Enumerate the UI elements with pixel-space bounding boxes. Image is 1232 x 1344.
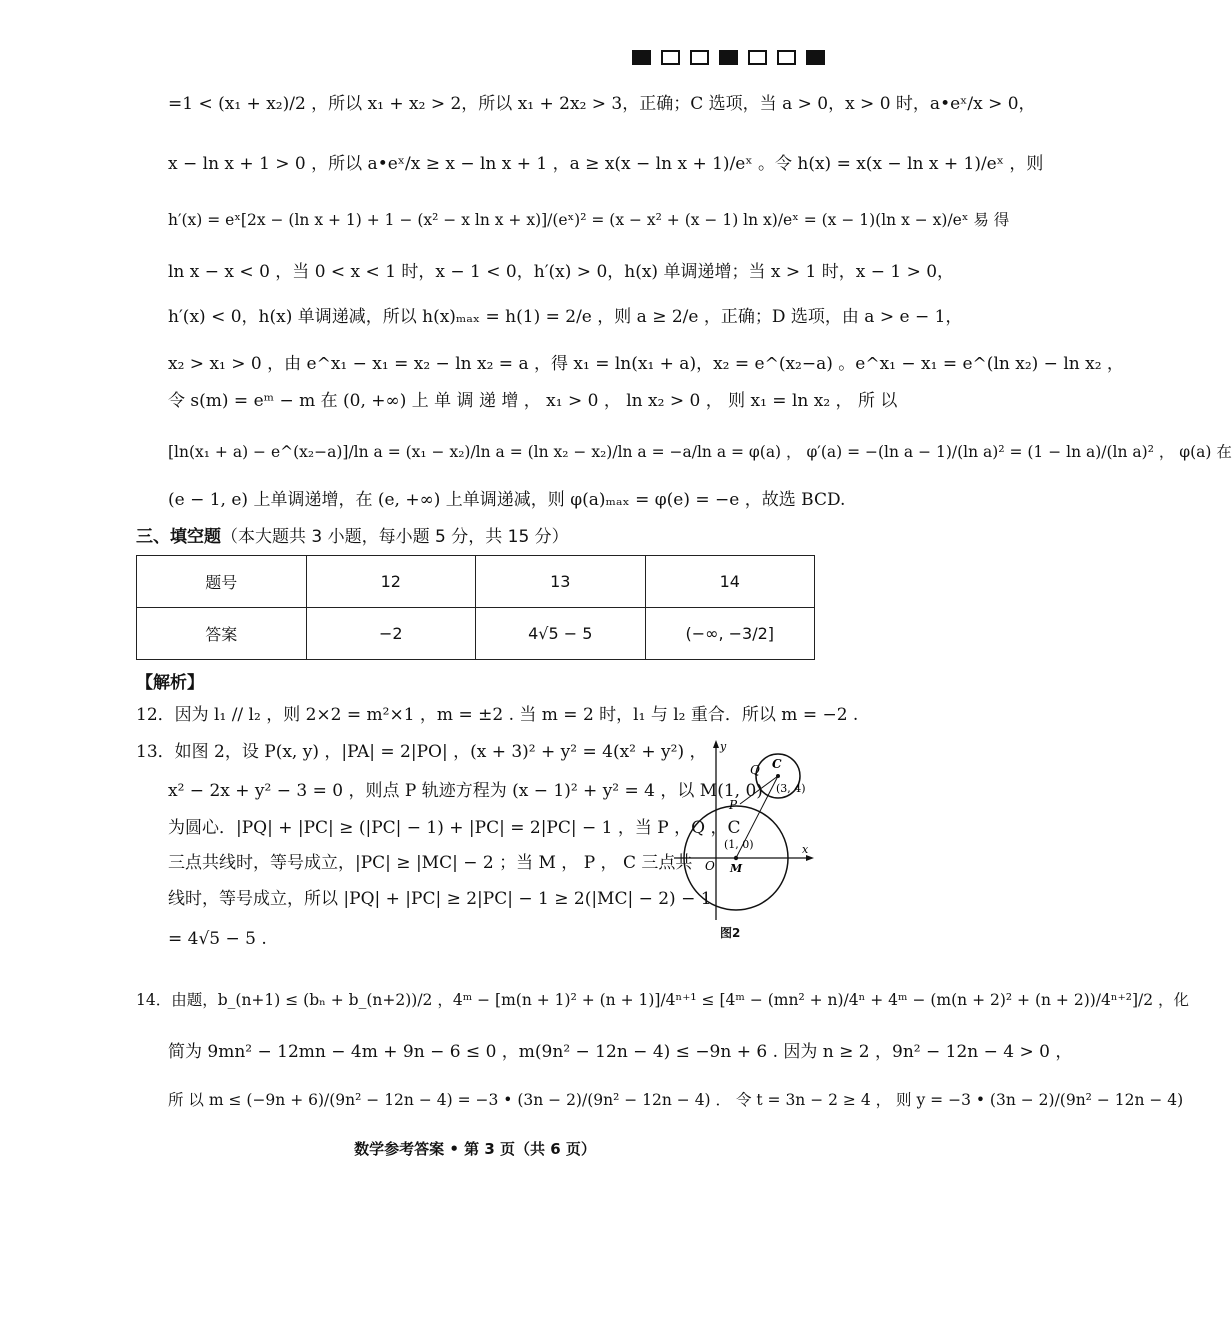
table-cell: 12 [306, 556, 476, 608]
point-c-label: C [772, 757, 782, 771]
section-heading: 三、填空题 [136, 527, 221, 547]
section-note: （本大题共 3 小题，每小题 5 分，共 15 分） [221, 527, 569, 547]
solution-line: ln x − x < 0 ，当 0 < x < 1 时，x − 1 < 0，h′(x) > 0，h(x) 单调递增；当 x > 1 时，x − 1 > 0， [168, 262, 955, 282]
question-14-line: 所 以 m ≤ (−9n + 6)/(9n² − 12n − 4) = −3 • (3n − 2)/(9n² − 12n − 4) ． 令 t = 3n − 2 ≥ 4 ， 则 y = −3 • (3n − 2)/(9n² − 12n − 4) [168, 1091, 1184, 1109]
solution-line: x₂ > x₁ > 0 ，由 e^x₁ − x₁ = x₂ − ln x₂ = a ，得 x₁ = ln(x₁ + a)，x₂ = e^(x₂−a) 。e^x₁ − x₁ = e^(ln x₂) − ln x₂ ， [168, 354, 1124, 374]
answer-table [136, 555, 815, 660]
question-13-line: 13．如图 2，设 P(x, y) ，|PA| = 2|PO| ，(x + 3)² + y² = 4(x² + y²) ， [136, 742, 707, 762]
point-q-label: Q [750, 763, 760, 777]
table-cell: 4√5 − 5 [476, 608, 646, 660]
analysis-heading: 【解析】 [136, 673, 204, 693]
solution-line: (e − 1, e) 上单调递增，在 (e, +∞) 上单调递减，则 φ(a)ₘₐₓ = φ(e) = −e ，故选 BCD. [168, 490, 846, 510]
page-footer: 数学参考答案 • 第 3 页（共 6 页） [354, 1140, 596, 1158]
solution-line: h′(x) < 0，h(x) 单调递减，所以 h(x)ₘₐₓ = h(1) = 2/e ，则 a ≥ 2/e ，正确；D 选项，由 a > e − 1， [168, 307, 963, 327]
center-coords-label: (1, 0) [724, 838, 754, 851]
question-12-solution: 12．因为 l₁ // l₂ ，则 2×2 = m²×1 ，m = ±2 . 当 m = 2 时，l₁ 与 l₂ 重合．所以 m = −2 . [136, 705, 859, 725]
y-axis-arrow-icon [713, 740, 719, 748]
origin-label: O [705, 859, 715, 873]
question-13-line: 三点共线时，等号成立，|PC| ≥ |MC| − 2 ；当 M ， P ， C 三点共 [168, 853, 693, 873]
table-cell: 答案 [137, 608, 307, 660]
question-14-line: 14．由题，b_(n+1) ≤ (bₙ + b_(n+2))/2 ，4ᵐ − [m(n + 1)² + (n + 1)]/4ⁿ⁺¹ ≤ [4ᵐ − (mn² + n)/4ⁿ + 4ᵐ − (m(n + 2)² + (n + 2))/4ⁿ⁺²]/2 ，化 [136, 991, 1190, 1009]
question-14-line: 简为 9mn² − 12mn − 4m + 9n − 6 ≤ 0 ，m(9n² − 12n − 4) ≤ −9n + 6 . 因为 n ≥ 2 ，9n² − 12n − 4 > 0 ， [168, 1042, 1073, 1062]
center-name-label: M [730, 862, 743, 875]
question-13-line: 线时，等号成立，所以 |PQ| + |PC| ≥ 2|PC| − 1 ≥ 2(|MC| − 2) − 1 [168, 889, 712, 909]
table-cell: −2 [306, 608, 476, 660]
question-13-line: x² − 2x + y² − 3 = 0 ，则点 P 轨迹方程为 (x − 1)² + y² = 4 ，以 M(1, 0) [168, 781, 763, 801]
x-axis-label: x [802, 843, 809, 856]
marker-block [632, 50, 651, 65]
table-row [137, 556, 815, 608]
marker-block [777, 50, 796, 65]
table-cell: 14 [645, 556, 815, 608]
table-cell: 13 [476, 556, 646, 608]
table-cell: (−∞, −3/2] [645, 608, 815, 660]
point-p-label: P [729, 798, 738, 812]
solution-line: =1 < (x₁ + x₂)/2 ，所以 x₁ + x₂ > 2，所以 x₁ + 2x₂ > 3，正确；C 选项，当 a > 0，x > 0 时，a•eˣ/x > 0， [168, 94, 1036, 114]
question-13-line: = 4√5 − 5 . [168, 929, 267, 949]
solution-line: h′(x) = eˣ[2x − (ln x + 1) + 1 − (x² − x ln x + x)]/(eˣ)² = (x − x² + (x − 1) ln x)/eˣ = (x − 1)(ln x − x)/eˣ 易 得 [168, 211, 1010, 229]
solution-line: 令 s(m) = eᵐ − m 在 (0, +∞) 上 单 调 递 增 ， x₁ > 0 ， ln x₂ > 0 ， 则 x₁ = ln x₂ ， 所 以 [168, 391, 898, 411]
marker-block [719, 50, 738, 65]
marker-block [748, 50, 767, 65]
figure-2-diagram [668, 738, 828, 943]
question-13-line: 为圆心．|PQ| + |PC| ≥ (|PC| − 1) + |PC| = 2|PC| − 1 ，当 P ，Q ，C [168, 818, 741, 838]
solution-line: [ln(x₁ + a) − e^(x₂−a)]/ln a = (x₁ − x₂)/ln a = (ln x₂ − x₂)/ln a = −a/ln a = φ(a) ， φ′(a) = −(ln a − 1)/(ln a)² = (1 − ln a)/(ln a)² ， φ(a) 在 [168, 443, 1232, 461]
marker-block [690, 50, 709, 65]
table-cell: 题号 [137, 556, 307, 608]
page-marker-bar [632, 50, 825, 65]
marker-block [661, 50, 680, 65]
point-c-coords-label: (3, 4) [776, 782, 806, 795]
solution-line: x − ln x + 1 > 0 ，所以 a•eˣ/x ≥ x − ln x + 1 ，a ≥ x(x − ln x + 1)/eˣ 。令 h(x) = x(x − ln x + 1)/eˣ ，则 [168, 154, 1044, 174]
figure-caption: 图2 [720, 926, 741, 940]
line-pc [740, 776, 778, 804]
section-title [136, 522, 569, 547]
marker-block [806, 50, 825, 65]
y-axis-label: y [720, 740, 727, 753]
table-row [137, 608, 815, 660]
